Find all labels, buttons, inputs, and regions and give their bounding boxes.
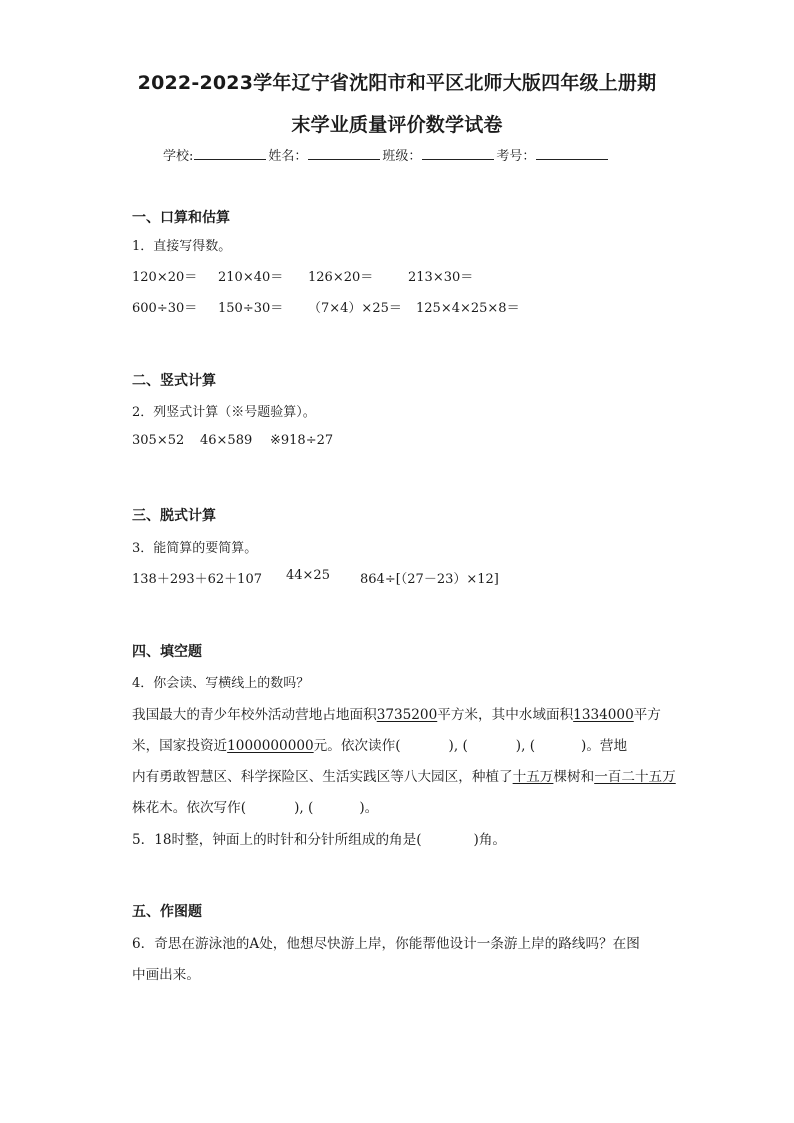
exam-number-label: 考号：	[496, 149, 536, 164]
name-blank[interactable]	[308, 147, 380, 160]
q4-number-2: 1334000	[573, 707, 634, 723]
q1-item: 150÷30＝	[218, 301, 284, 316]
name-label: 姓名：	[268, 149, 308, 164]
q4-text-line-2	[132, 734, 627, 754]
q5-question	[132, 828, 506, 848]
q4-text: 平方	[633, 707, 661, 723]
q4-number-3: 1000000000	[227, 738, 314, 754]
q1-prompt: 1．直接写得数。	[132, 239, 232, 254]
q4-text: 我国最大的青少年校外活动营地占地面积	[132, 707, 377, 723]
q4-text: )。	[359, 800, 379, 816]
q6-text-line-2: 中画出来。	[132, 967, 200, 983]
q5-text: )角。	[473, 832, 507, 848]
q4-text: 株花木。依次写作(	[132, 800, 247, 816]
class-blank[interactable]	[422, 147, 494, 160]
q4-text: ), (	[294, 800, 314, 816]
q4-prompt: 4．你会读、写横线上的数吗？	[132, 676, 310, 691]
section-5-heading: 五、作图题	[132, 904, 202, 920]
school-blank[interactable]	[194, 147, 266, 160]
class-label: 班级：	[382, 149, 422, 164]
q1-item: 125×4×25×8＝	[416, 301, 520, 316]
section-3-heading: 三、脱式计算	[132, 508, 216, 524]
q6-text-line-1: 6．奇思在游泳池的A处，他想尽快游上岸，你能帮他设计一条游上岸的路线吗？在图	[132, 936, 640, 952]
exam-title-line2: 末学业质量评价数学试卷	[291, 114, 503, 136]
q4-text: )。营地	[581, 738, 628, 754]
exam-title-line1: 2022-2023学年辽宁省沈阳市和平区北师大版四年级上册期	[137, 72, 657, 94]
student-info-row	[163, 145, 610, 164]
q1-item: 600÷30＝	[132, 301, 198, 316]
q4-text-line-1	[132, 703, 661, 723]
q4-text: 棵树和	[553, 769, 595, 785]
q4-word-2: 一百二十五万	[594, 769, 676, 785]
q4-text: 内有勇敢智慧区、科学探险区、生活实践区等八大园区，种植了	[132, 769, 513, 785]
q4-text: 米，国家投资近	[132, 738, 228, 754]
q5-text: 5．18时整，钟面上的时针和分针所组成的角是(	[132, 832, 422, 848]
q4-text: ), (	[515, 738, 536, 754]
q4-word-1: 十五万	[512, 769, 554, 785]
q2-item: 305×52	[132, 433, 185, 448]
q1-item: 120×20＝	[132, 270, 198, 285]
q4-number-1: 3735200	[376, 707, 438, 723]
section-1-heading: 一、口算和估算	[132, 210, 230, 226]
q2-item: ※918÷27	[270, 433, 334, 448]
exam-number-blank[interactable]	[536, 147, 608, 160]
q1-item: 213×30＝	[408, 270, 474, 285]
q3-item: 44×25	[286, 568, 330, 583]
q2-prompt: 2．列竖式计算（※号题验算）。	[132, 405, 316, 420]
school-label: 学校:	[163, 149, 194, 164]
section-4-heading: 四、填空题	[132, 644, 202, 660]
q1-item: 210×40＝	[218, 270, 284, 285]
q3-prompt: 3．能简算的要简算。	[132, 541, 258, 556]
q4-text: 平方米，其中水域面积	[437, 707, 574, 723]
q4-text: 元。依次读作(	[313, 738, 401, 754]
q1-item: （7×4）×25＝	[308, 301, 402, 316]
q4-text-line-3	[132, 765, 676, 785]
q3-item: 138＋293＋62＋107	[132, 572, 262, 587]
q1-item: 126×20＝	[308, 270, 374, 285]
q4-text: ), (	[448, 738, 468, 754]
q4-text-line-4	[132, 796, 378, 816]
section-2-heading: 二、竖式计算	[132, 373, 216, 389]
q3-item: 864÷[（27－23）×12]	[360, 572, 499, 587]
q2-item: 46×589	[200, 433, 253, 448]
